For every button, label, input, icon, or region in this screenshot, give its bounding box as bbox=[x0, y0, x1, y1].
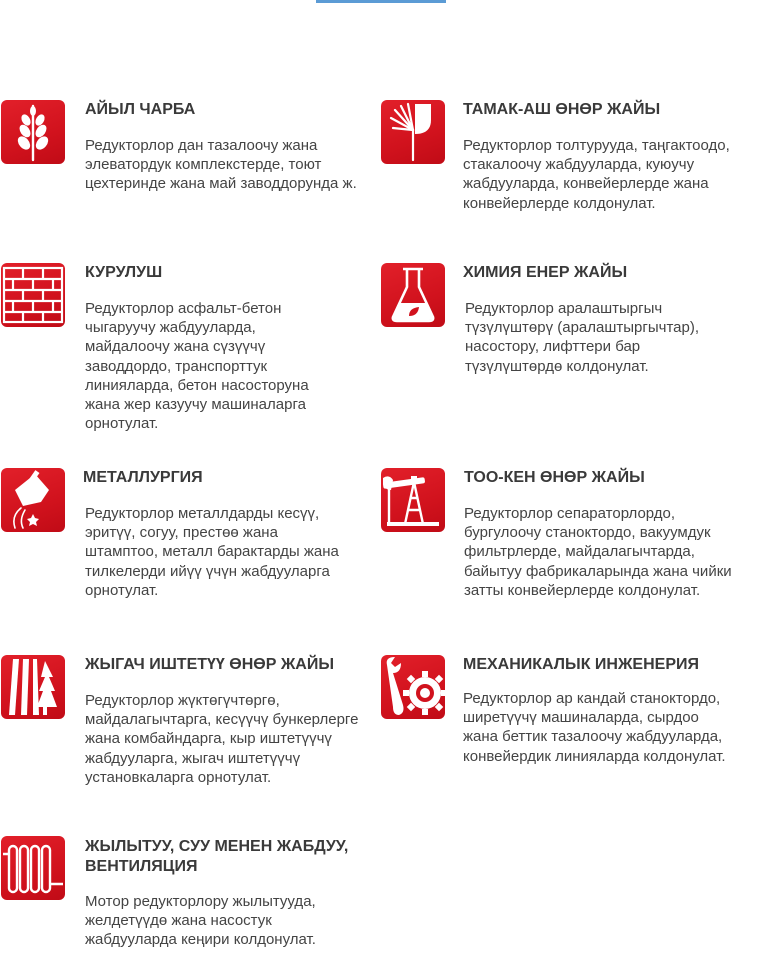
industry-title: КУРУЛУШ bbox=[85, 264, 163, 281]
brick-wall-icon bbox=[1, 263, 65, 327]
industry-title: ЖЫЛЫТУУ, СУУ МЕНЕН ЖАБДУУ, ВЕНТИЛЯЦИЯ bbox=[85, 838, 349, 875]
radiator-icon bbox=[1, 836, 65, 900]
industry-woodworking bbox=[1, 655, 361, 815]
industry-title: ТОО-КЕН ӨНӨР ЖАЙЫ bbox=[464, 469, 645, 486]
industry-title: МЕТАЛЛУРГИЯ bbox=[83, 469, 203, 486]
timber-icon bbox=[1, 655, 65, 719]
industry-title: ЖЫГАЧ ИШТЕТҮҮ ӨНӨР ЖАЙЫ bbox=[85, 656, 334, 673]
industry-description: Редукторлор дан тазалоочу жана элеватордук комплекстерде, тоют цехтеринде жана май заводдорунда ж. bbox=[85, 137, 357, 193]
industry-description: Редукторлор асфальт-бетон чыгаруучу жабдууларда, майдалоочу жана сүзүүчү заводдордо, транспорттук линияларда, бетон насосторуна жана жер казуучу машиналарга орнотулат. bbox=[85, 300, 309, 433]
industry-food bbox=[381, 100, 751, 240]
top-accent-bar bbox=[316, 0, 446, 3]
industry-description: Редукторлор металлдарды кесүү, эритүү, согуу, престөө жана штамптоо, металл барактарды жана тилкелерди ийүү үчүн жабдууларга орнотулат. bbox=[85, 505, 339, 599]
industry-metallurgy bbox=[1, 468, 361, 608]
oil-pump-icon bbox=[381, 468, 445, 532]
industry-title: МЕХАНИКАЛЫК ИНЖЕНЕРИЯ bbox=[463, 656, 699, 673]
industry-mining bbox=[381, 468, 751, 628]
industry-chemical bbox=[381, 263, 751, 383]
industry-description: Мотор редукторлору жылытууда, желдетүүдө жана насостук жабдууларда кеңири колдонулат. bbox=[85, 893, 316, 949]
wheat-icon bbox=[1, 100, 65, 164]
ladle-icon bbox=[1, 468, 65, 532]
industry-description: Редукторлор толтурууда, таңгактоодо, стакалоочу жабдууларда, куюучу жабдууларда, конвейерлерде жана конвейерлерде колдонулат. bbox=[463, 137, 730, 212]
industry-description: Редукторлор жүктөгүчтөргө, майдалагычтарга, кесүүчү бункерлерге жана комбайндарга, кыр иштетүүчү жабдууларга, жыгач иштетүүчү установкаларга орнотулат. bbox=[85, 692, 359, 786]
industry-title: АЙЫЛ ЧАРБА bbox=[85, 101, 196, 118]
industry-title: ТАМАК-АШ ӨНӨР ЖАЙЫ bbox=[463, 101, 661, 118]
industry-description: Редукторлор ар кандай станоктордо, ширетүүчү машиналарда, сырдоо жана беттик тазалоочу жабдууларда, конвейердик линияларда колдонулат. bbox=[463, 690, 726, 765]
industry-agriculture bbox=[1, 100, 361, 230]
grain-stalk-icon bbox=[381, 100, 445, 164]
industry-description: Редукторлор сепараторлордо, бургулоочу станоктордо, вакуумдук фильтрлерде, майдалагычтарда, байытуу фабрикаларында жана чийки затты конвейерлерде колдонулат. bbox=[464, 505, 732, 599]
wrench-gear-icon bbox=[381, 655, 445, 719]
industry-heating bbox=[1, 836, 361, 951]
industry-description: Редукторлор аралаштыргыч түзүлүштөрү (аралаштыргычтар), насосторy, лифттери бар түзүлүштөрдө колдонулат. bbox=[465, 300, 700, 375]
industry-construction bbox=[1, 263, 361, 438]
industry-title: ХИМИЯ ЕНЕР ЖАЙЫ bbox=[463, 264, 628, 281]
flask-icon bbox=[381, 263, 445, 327]
industry-mechanical bbox=[381, 655, 751, 805]
